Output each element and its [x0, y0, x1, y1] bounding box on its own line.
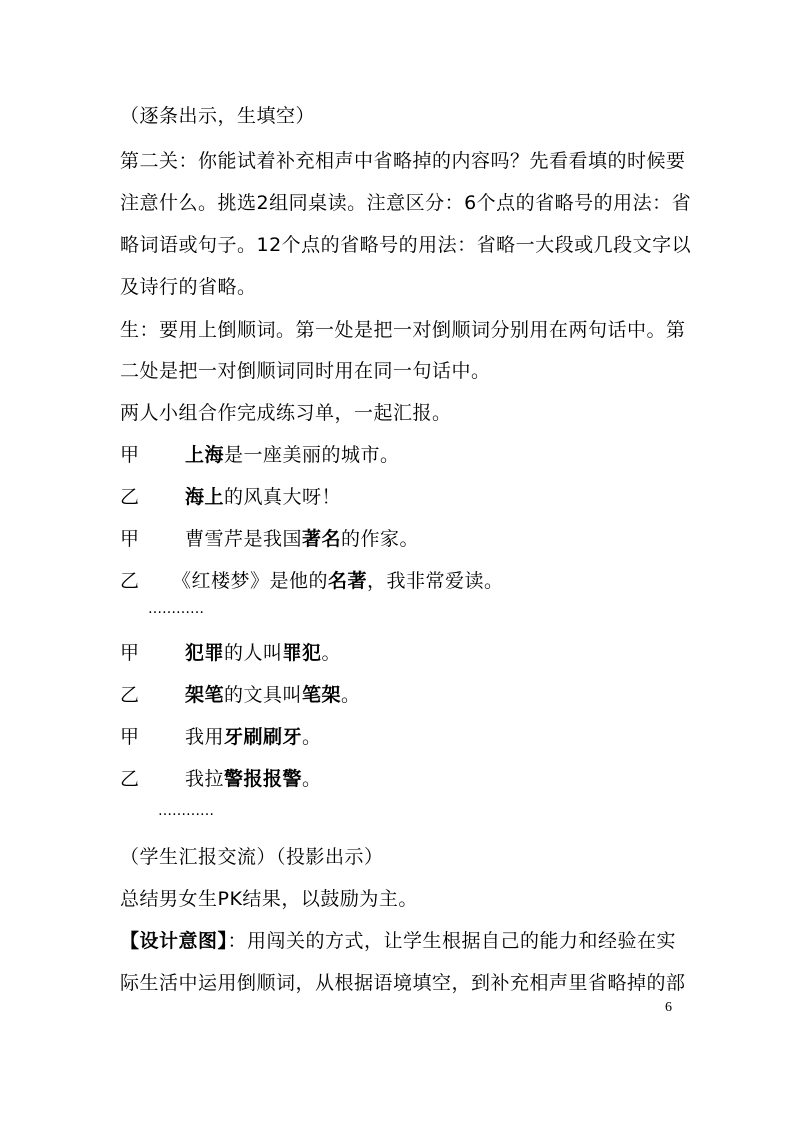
reversible-word: 著名: [302, 528, 342, 550]
paragraph-instruction: （逐条出示，生填空）: [120, 105, 316, 127]
reversible-word: 牙刷刷牙: [224, 726, 303, 748]
dialogue-text: 《红楼梦》是他的: [172, 570, 329, 592]
dialogue-text: 。: [302, 768, 322, 790]
paragraph-group-work: 两人小组合作完成练习单，一起汇报。: [120, 402, 452, 424]
dialogue-text: 的风真大呀！: [224, 486, 342, 508]
page-number: 6: [665, 1000, 672, 1015]
dialogue-speaker: 乙: [120, 486, 140, 508]
dialogue-speaker: 乙: [120, 684, 140, 706]
paragraph-level-two-line2: 注意什么。挑选2组同桌读。注意区分：6个点的省略号的用法：省: [120, 192, 692, 214]
dialogue-speaker: 甲: [120, 726, 140, 748]
dialogue-line: [185, 485, 341, 509]
dialogue-text: 的作家。: [341, 528, 420, 550]
dialogue-text: 的文具叫: [224, 684, 303, 706]
dialogue-text: 是一座美丽的城市。: [224, 444, 400, 466]
reversible-word: 名著: [328, 570, 368, 592]
dialogue-line: [185, 641, 341, 665]
dialogue-line: [185, 767, 322, 791]
dialogue-line: [185, 527, 419, 551]
reversible-word: 笔架: [302, 684, 342, 706]
dialogue-text: 。: [341, 684, 361, 706]
paragraph-report: （学生汇报交流）（投影出示）: [120, 846, 384, 868]
dialogue-line: [185, 443, 400, 467]
dialogue-text: 我拉: [185, 768, 225, 790]
reversible-word: 警报报警: [224, 768, 303, 790]
dialogue-speaker: 甲: [120, 642, 140, 664]
dialogue-text: 的人叫: [224, 642, 283, 664]
reversible-word: 罪犯: [282, 642, 322, 664]
paragraph-level-two-line1: 第二关：你能试着补充相声中省略掉的内容吗？先看看填的时候要: [120, 150, 686, 172]
paragraph-level-two-line3: 略词语或句子。12个点的省略号的用法：省略一大段或几段文字以: [120, 234, 692, 256]
dialogue-speaker: 甲: [120, 528, 140, 550]
dialogue-text: ，我非常爱读。: [367, 570, 504, 592]
dialogue-text: 。: [321, 642, 342, 664]
ellipsis: …………: [158, 803, 214, 819]
dialogue-speaker: 乙: [120, 768, 140, 790]
reversible-word: 海上: [185, 486, 225, 508]
design-intent-text: ：用闯关的方式，让学生根据自己的能力和经验在实: [227, 930, 677, 952]
paragraph-student-line2: 二处是把一对倒顺词同时用在同一句话中。: [120, 360, 491, 382]
paragraph-level-two-line4: 及诗行的省略。: [120, 276, 257, 298]
dialogue-speaker: 乙: [120, 570, 140, 592]
dialogue-line: [185, 683, 361, 707]
dialogue-line: [172, 569, 504, 593]
reversible-word: 架笔: [185, 684, 225, 706]
paragraph-student-line1: 生：要用上倒顺词。第一处是把一对倒顺词分别用在两句话中。第: [120, 319, 686, 341]
reversible-word: 犯罪: [185, 642, 225, 664]
paragraph-design-intent-line2: 际生活中运用倒顺词，从根据语境填空，到补充相声里省略掉的部: [120, 972, 686, 994]
design-intent-heading: 【设计意图】: [120, 930, 228, 952]
dialogue-text: 。: [302, 726, 322, 748]
dialogue-speaker: 甲: [120, 444, 140, 466]
dialogue-text: 曹雪芹是我国: [185, 528, 303, 550]
ellipsis: …………: [148, 601, 204, 617]
reversible-word: 上海: [185, 444, 225, 466]
paragraph-summary: 总结男女生PK结果，以鼓励为主。: [120, 888, 418, 910]
dialogue-line: [185, 725, 322, 749]
dialogue-text: 我用: [185, 726, 225, 748]
paragraph-design-intent-line1: [120, 929, 676, 953]
